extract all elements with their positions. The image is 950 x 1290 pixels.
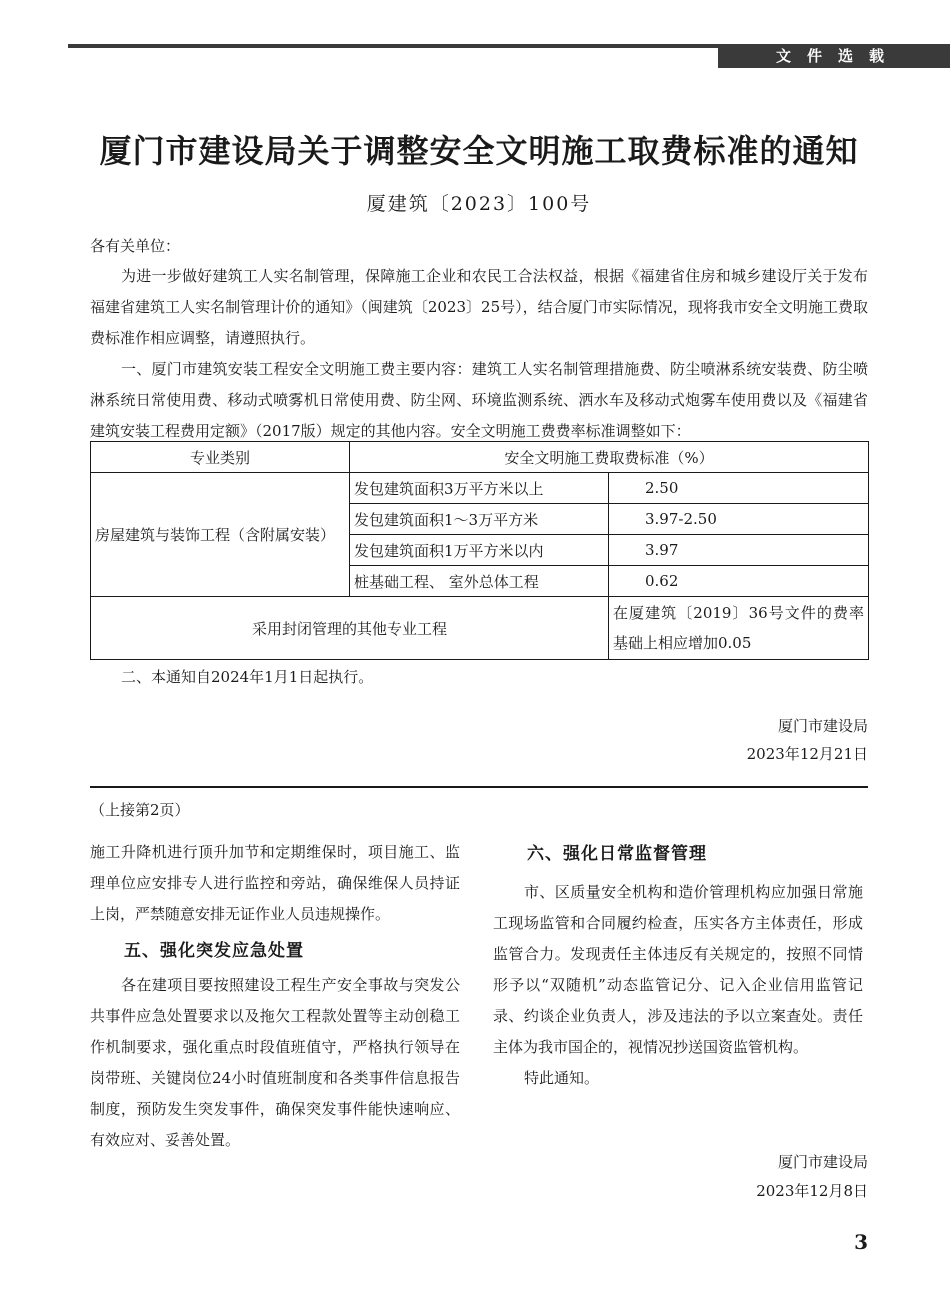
right-column bbox=[493, 837, 863, 1094]
row-item: 桩基础工程、 室外总体工程 bbox=[350, 566, 609, 597]
section-five-heading: 五、强化突发应急处置 bbox=[124, 941, 304, 961]
salutation: 各有关单位： bbox=[90, 237, 181, 255]
row-rate: 0.62 bbox=[609, 566, 869, 597]
closing-line: 特此通知。 bbox=[524, 1069, 600, 1087]
header-rate: 安全文明施工费取费标准（%） bbox=[350, 442, 869, 473]
header-category: 专业类别 bbox=[91, 442, 350, 473]
document-number: 厦建筑〔2023〕100号 bbox=[366, 193, 592, 215]
item-two-paragraph: 二、本通知自2024年1月1日起执行。 bbox=[121, 668, 374, 686]
row-rate: 2.50 bbox=[609, 473, 869, 504]
row-item: 发包建筑面积1～3万平方米 bbox=[350, 504, 609, 535]
divider bbox=[90, 786, 868, 788]
signature-org: 厦门市建设局 bbox=[777, 1153, 868, 1171]
continued-paragraph: 施工升降机进行顶升加节和定期维保时，项目施工、监理单位应安排专人进行监控和旁站，确保维保人员持证上岗，严禁随意安排无证作业人员违规操作。 bbox=[90, 843, 460, 923]
intro-paragraph: 为进一步做好建筑工人实名制管理，保障施工企业和农民工合法权益，根据《福建省住房和城乡建设厅关于发布福建省建筑工人实名制管理计价的通知》（闽建筑〔2023〕25号），结合厦门市实际情况，现将我市安全文明施工费取费标准作相应调整，请遵照执行。 bbox=[90, 267, 868, 347]
group-label: 房屋建筑与装饰工程（含附属安装） bbox=[91, 473, 350, 597]
row-rate: 3.97 bbox=[609, 535, 869, 566]
row-item: 发包建筑面积3万平方米以上 bbox=[350, 473, 609, 504]
row-rate: 3.97-2.50 bbox=[609, 504, 869, 535]
left-column bbox=[90, 837, 460, 1156]
signature-org: 厦门市建设局 bbox=[777, 717, 868, 735]
page-number: 3 bbox=[854, 1230, 868, 1254]
section-five-body: 各在建项目要按照建设工程生产安全事故与突发公共事件应急处置要求以及拖欠工程款处置等主动创稳工作机制要求，强化重点时段值班值守，严格执行领导在岗带班、关键岗位24小时值班制度和各类事件信息报告制度，预防发生突发事件，确保突发事件能快速响应、有效应对、妥善处置。 bbox=[90, 976, 460, 1149]
section-six-body: 市、区质量安全机构和造价管理机构应加强日常施工现场监管和合同履约检查，压实各方主体责任，形成监管合力。发现责任主体违反有关规定的，按照不同情形予以“双随机”动态监管记分、记入企业信用监管记录、约谈企业负责人，涉及违法的予以立案查处。责任主体为我市国企的，视情况抄送国资监管机构。 bbox=[493, 883, 863, 1056]
table-row bbox=[91, 473, 869, 504]
page-title: 厦门市建设局关于调整安全文明施工取费标准的通知 bbox=[99, 132, 859, 170]
table-header-row bbox=[91, 442, 869, 473]
item-one-paragraph: 一、厦门市建筑安装工程安全文明施工费主要内容：建筑工人实名制管理措施费、防尘喷淋系统安装费、防尘喷淋系统日常使用费、移动式喷雾机日常使用费、防尘网、环境监测系统、洒水车及移动式炮雾车使用费以及《福建省建筑安装工程费用定额》（2017版）规定的其他内容。安全文明施工费费率标准调整如下： bbox=[90, 360, 868, 440]
table-row bbox=[91, 597, 869, 660]
signature-date: 2023年12月21日 bbox=[746, 745, 868, 763]
section-six-heading: 六、强化日常监督管理 bbox=[527, 844, 707, 864]
section-label: 文件选载 bbox=[718, 44, 950, 68]
row-item: 发包建筑面积1万平方米以内 bbox=[350, 535, 609, 566]
other-note: 在厦建筑〔2019〕36号文件的费率基础上相应增加0.05 bbox=[609, 597, 869, 660]
continued-label: （上接第2页） bbox=[90, 801, 190, 819]
fee-rate-table bbox=[90, 441, 869, 660]
signature-date: 2023年12月8日 bbox=[756, 1182, 868, 1200]
other-label: 采用封闭管理的其他专业工程 bbox=[91, 597, 609, 660]
